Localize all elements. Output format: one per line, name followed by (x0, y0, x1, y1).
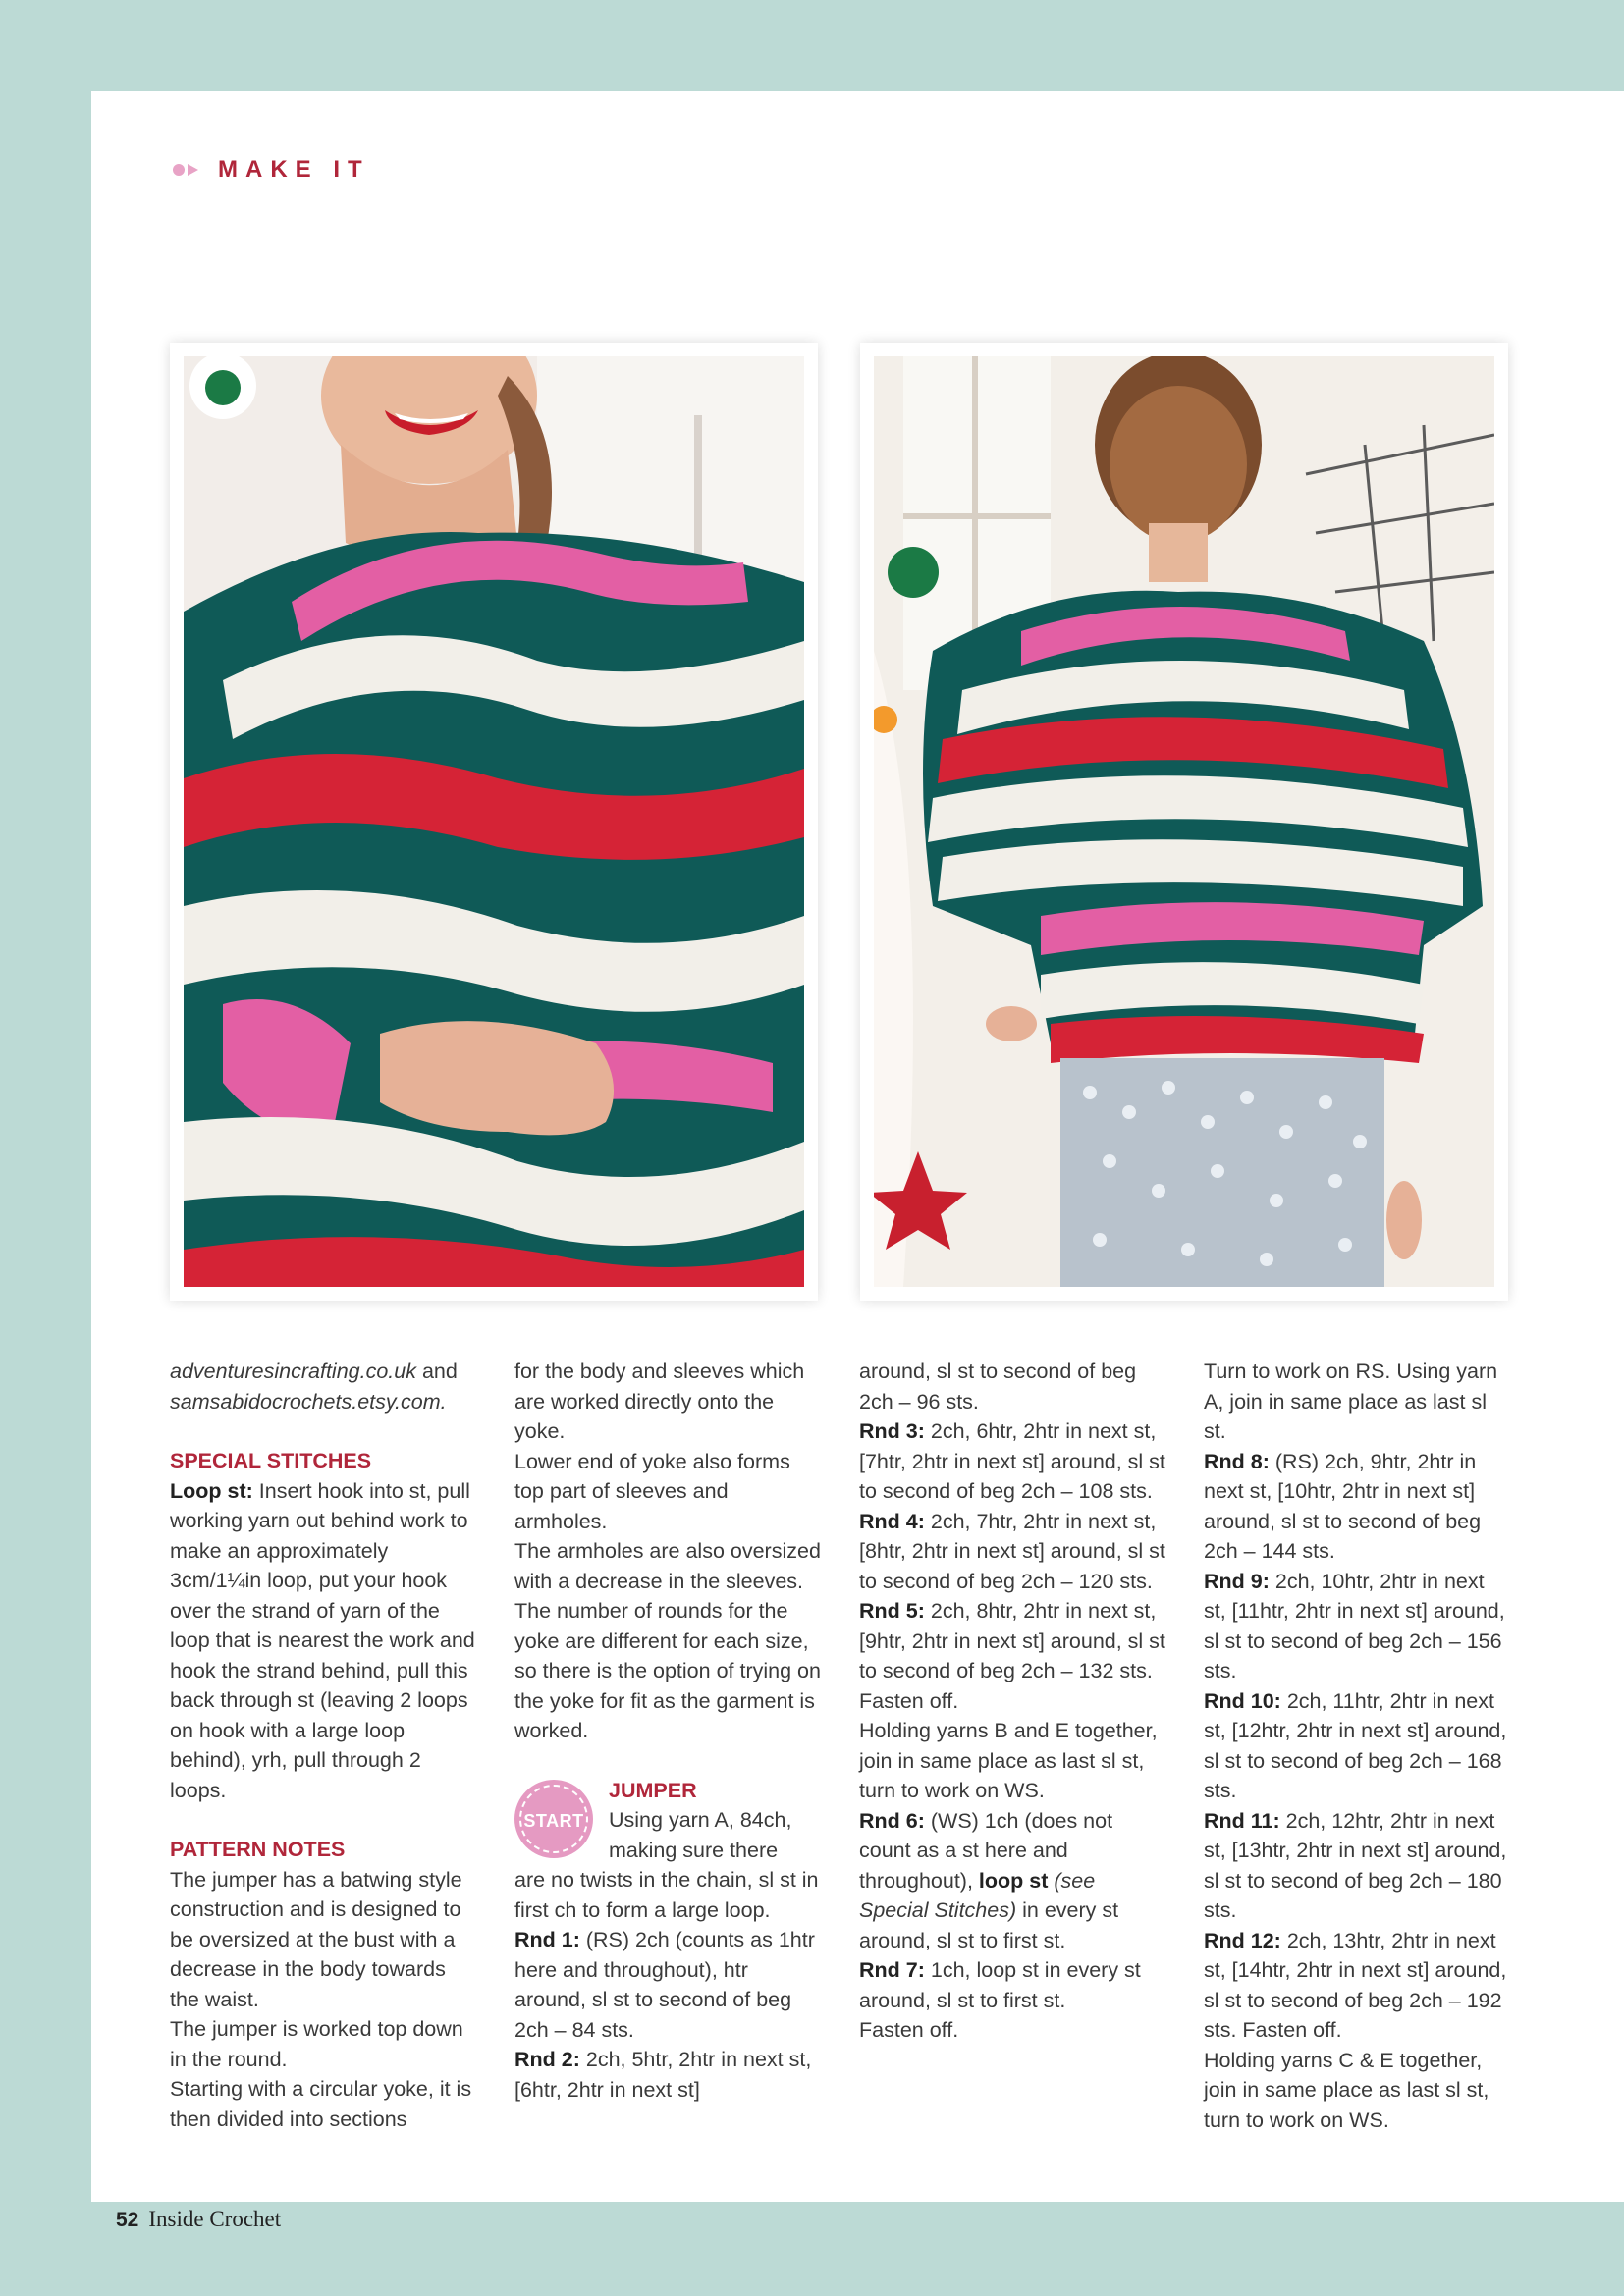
section-label-text: MAKE IT (218, 156, 370, 183)
round-11-text: 2ch, 12htr, 2htr in next st, [13htr, 2htr in next st] around, sl st to second of beg 2ch – 180 sts. (1204, 1808, 1507, 1922)
round-7-text: 1ch, loop st in every st around, sl st to first st. (859, 1958, 1141, 2012)
intro-and: and (415, 1360, 458, 1383)
notes-paragraph-3: Starting with a circular yoke, it is then divided into sections (170, 2077, 472, 2131)
start-badge (514, 1780, 593, 1858)
round-1-label: Rnd 1: (514, 1928, 580, 1951)
round-5 (859, 1596, 1165, 1686)
round-6-see-note: (see Special Stitches) (859, 1868, 1096, 1922)
round-6-label: Rnd 6: (859, 1808, 925, 1833)
round-4-text: 2ch, 7htr, 2htr in next st, [8htr, 2htr in next st] around, sl st to second of beg 2ch – 120 sts. (859, 1509, 1165, 1593)
notes-paragraph-4: for the body and sleeves which are worked directly onto the yoke. (514, 1360, 805, 1443)
round-4-label: Rnd 4: (859, 1509, 925, 1533)
jumper-start-block (514, 1776, 821, 1866)
round-6-text-b: in every st around, sl st to first st. (859, 1898, 1119, 1952)
intro-paragraph (170, 1357, 476, 1416)
arrow-icon (171, 160, 202, 180)
round-12-text: 2ch, 13htr, 2htr in next st, [14htr, 2htr in next st] around, sl st to second of beg 2ch – 192 sts. Fasten off. (1204, 1928, 1507, 2042)
round-3-text: 2ch, 6htr, 2htr in next st, [7htr, 2htr in next st] around, sl st to second of beg 2ch – 108 sts. (859, 1419, 1165, 1503)
holding-yarns-b-e: Holding yarns B and E together, join in same place as last sl st, turn to work on WS. (859, 1719, 1158, 1802)
page-number: 52 (116, 2209, 139, 2231)
round-12 (1204, 1926, 1510, 2046)
magazine-name: Inside Crochet (148, 2207, 282, 2231)
round-10-label: Rnd 10: (1204, 1688, 1281, 1713)
text-column-3 (859, 1357, 1165, 2046)
notes-paragraph-1: The jumper has a batwing style construction and is designed to be oversized at the bust with a decrease in the body towards the waist. (170, 1867, 462, 2011)
round-12-label: Rnd 12: (1204, 1928, 1281, 1952)
round-9 (1204, 1567, 1510, 1686)
round-3-label: Rnd 3: (859, 1419, 925, 1443)
round-9-label: Rnd 9: (1204, 1569, 1270, 1593)
round-8-label: Rnd 8: (1204, 1449, 1270, 1473)
round-6-text-a: (WS) 1ch (does not count as a st here and throughout), (859, 1808, 1113, 1893)
round-7-label: Rnd 7: (859, 1958, 925, 1982)
section-label (171, 157, 370, 183)
notes-paragraph-7: The number of rounds for the yoke are different for each size, so there is the option of trying on the yoke for fit as the garment is worked. (514, 1599, 821, 1742)
round-5-label: Rnd 5: (859, 1599, 925, 1623)
front-view-photo (184, 356, 804, 1287)
jumper-text-b: are no twists in the chain, sl st in first ch to form a large loop. (514, 1868, 819, 1922)
loop-stitch-paragraph (170, 1476, 476, 1806)
round-8-text: (RS) 2ch, 9htr, 2htr in next st, [10htr, 2htr in next st] around, sl st to second of beg 2ch – 144 sts. (1204, 1449, 1482, 1563)
photo-frame-back (860, 343, 1508, 1301)
jumper-heading: JUMPER (609, 1778, 697, 1802)
back-view-photo (874, 356, 1494, 1287)
notes-paragraph-5: Lower end of yoke also forms top part of sleeves and armholes. (514, 1449, 790, 1533)
round-3 (859, 1416, 1165, 1507)
round-10-text: 2ch, 11htr, 2htr in next st, [12htr, 2htr in next st] around, sl st to second of beg 2ch – 168 sts. (1204, 1688, 1507, 1802)
text-column-4 (1204, 1357, 1510, 2135)
photo-frame-front (170, 343, 818, 1301)
round-5-text: 2ch, 8htr, 2htr in next st, [9htr, 2htr in next st] around, sl st to second of beg 2ch – 132 sts. (859, 1599, 1165, 1682)
round-1 (514, 1925, 821, 2045)
round-11-label: Rnd 11: (1204, 1808, 1280, 1833)
round-4 (859, 1507, 1165, 1597)
round-9-text: 2ch, 10htr, 2htr in next st, [11htr, 2htr in next st] around, sl st to second of beg 2ch – 156 sts. (1204, 1569, 1505, 1682)
article-columns (170, 1357, 1505, 2142)
notes-paragraph-6: The armholes are also oversized with a decrease in the sleeves. (514, 1539, 821, 1593)
text-column-2 (514, 1357, 821, 2105)
holding-yarns-c-e: Holding yarns C & E together, join in same place as last sl st, turn to work on WS. (1204, 2048, 1489, 2132)
page-footer (116, 2207, 281, 2232)
fasten-off-2: Fasten off. (859, 2018, 959, 2042)
round-2-continued: around, sl st to second of beg 2ch – 96 sts. (859, 1360, 1137, 1414)
round-7 (859, 1955, 1165, 2015)
jumper-intro (609, 1776, 821, 1866)
round-2-label: Rnd 2: (514, 2048, 580, 2071)
notes-paragraph-2: The jumper is worked top down in the round. (170, 2017, 463, 2071)
round-6 (859, 1806, 1165, 1956)
website-link[interactable]: adventuresincrafting.co.uk (170, 1360, 416, 1383)
special-stitches-heading: SPECIAL STITCHES (170, 1449, 372, 1472)
round-1-text: (RS) 2ch (counts as 1htr here and throughout), htr around, sl st to second of beg 2ch – 84 sts. (514, 1928, 815, 2042)
start-badge-text: START (523, 1810, 584, 1831)
round-2 (514, 2045, 821, 2105)
fasten-off-1: Fasten off. (859, 1688, 959, 1713)
turn-to-rs: Turn to work on RS. Using yarn A, join in same place as last sl st. (1204, 1360, 1498, 1443)
text-column-1 (170, 1357, 476, 2134)
round-6-loop-st: loop st (978, 1868, 1049, 1893)
round-2-text: 2ch, 5htr, 2htr in next st, [6htr, 2htr in next st] (514, 2048, 812, 2102)
etsy-link[interactable]: samsabidocrochets.etsy.com. (170, 1389, 447, 1414)
loop-stitch-text: Insert hook into st, pull working yarn out behind work to make an approximately 3cm/1¼in loop, put your hook over the strand of yarn of the loop that is nearest the work and hook the strand behind, pull this back through st (leaving 2 loops on hook with a large loop behind), yrh, pull through 2 loops. (170, 1478, 475, 1802)
round-11 (1204, 1806, 1510, 1926)
jumper-text-a: Using yarn A, 84ch, making sure there (609, 1808, 792, 1862)
round-8 (1204, 1447, 1510, 1567)
pattern-notes-heading: PATTERN NOTES (170, 1838, 346, 1861)
round-10 (1204, 1686, 1510, 1806)
loop-stitch-label: Loop st: (170, 1478, 253, 1503)
